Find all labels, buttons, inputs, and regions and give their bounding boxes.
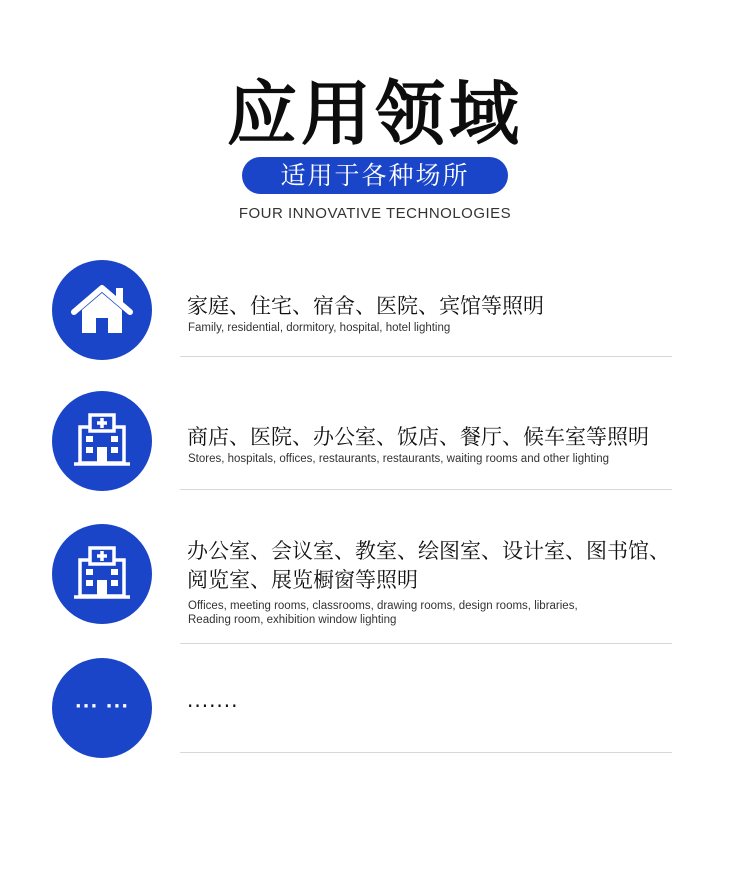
ellipsis-icon-text: ··· ··· (74, 696, 130, 717)
hospital-building-icon (52, 524, 152, 624)
item-title: ······· (187, 694, 239, 718)
badge: 适用于各种场所 (242, 157, 508, 194)
item-title: 商店、医院、办公室、饭店、餐厅、候车室等照明 (187, 425, 649, 449)
item-description: Stores, hospitals, offices, restaurants, restaurants, waiting rooms and other lighting (188, 453, 610, 465)
divider (180, 752, 672, 753)
item-description-line-2: Reading room, exhibition window lighting (188, 614, 397, 626)
divider (180, 356, 672, 357)
item-title-line-2: 阅览室、展览橱窗等照明 (187, 568, 418, 592)
ellipsis-icon (52, 658, 152, 758)
divider (180, 489, 672, 490)
page-title: 应用领域 (227, 73, 523, 155)
house-icon (52, 260, 152, 360)
item-description: Family, residential, dormitory, hospital, hotel lighting (188, 322, 451, 334)
item-title: 家庭、住宅、宿舍、医院、宾馆等照明 (187, 294, 544, 318)
item-title: 办公室、会议室、教室、绘图室、设计室、图书馆、 (187, 539, 670, 563)
item-description: Offices, meeting rooms, classrooms, drawing rooms, design rooms, libraries, (188, 600, 578, 612)
divider (180, 643, 672, 644)
hospital-building-icon (52, 391, 152, 491)
subtitle: FOUR INNOVATIVE TECHNOLOGIES (238, 205, 512, 222)
